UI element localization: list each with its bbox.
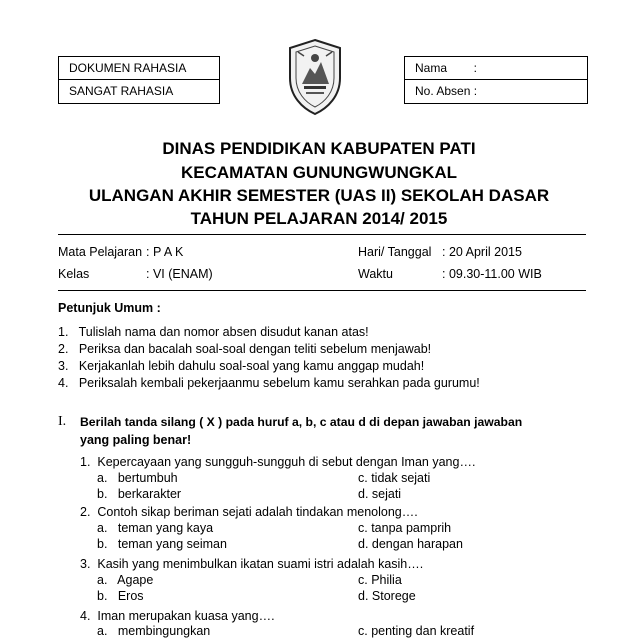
mapel-label: Mata Pelajaran: [58, 245, 143, 259]
question-1-option-b: b. berkarakter: [97, 487, 182, 501]
petunjuk-heading: Petunjuk Umum :: [58, 301, 161, 315]
question-3: 3. Kasih yang menimbulkan ikatan suami istri adalah kasih….: [80, 557, 424, 571]
left-header-box: [58, 56, 220, 104]
question-4-option-c: c. penting dan kreatif: [358, 624, 475, 638]
question-2: 2. Contoh sikap beriman sejati adalah tindakan menolong….: [80, 505, 418, 519]
question-3-option-a: a. Agape: [97, 573, 154, 587]
waktu-value: : 09.30-11.00 WIB: [442, 267, 542, 281]
title-line-3: ULANGAN AKHIR SEMESTER (UAS II) SEKOLAH DASAR: [88, 186, 550, 205]
hari-label: Hari/ Tanggal: [358, 245, 432, 259]
question-2-option-a: a. teman yang kaya: [97, 521, 214, 535]
question-1-option-c: c. tidak sejati: [358, 471, 431, 485]
no-absen-field-label: No. Absen :: [405, 79, 587, 102]
regency-emblem-icon: [284, 38, 346, 116]
section-instruction-line-2: yang paling benar!: [80, 433, 192, 447]
question-1-option-a: a. bertumbuh: [97, 471, 178, 485]
title-line-4: TAHUN PELAJARAN 2014/ 2015: [190, 209, 448, 228]
question-2-option-c: c. tanpa pamprih: [358, 521, 452, 535]
right-header-box: [404, 56, 588, 104]
divider-top: [58, 234, 586, 235]
question-3-option-c: c. Philia: [358, 573, 402, 587]
petunjuk-item: 1. Tulislah nama dan nomor absen disudut kanan atas!: [58, 325, 369, 339]
sangat-rahasia-label: SANGAT RAHASIA: [59, 79, 219, 102]
question-3-option-b: b. Eros: [97, 589, 144, 603]
divider-bottom: [58, 290, 586, 291]
petunjuk-item: 4. Periksalah kembali pekerjaanmu sebelum kamu serahkan pada gurumu!: [58, 376, 480, 390]
section-numeral: I.: [58, 414, 67, 429]
petunjuk-item: 3. Kerjakanlah lebih dahulu soal-soal yang kamu anggap mudah!: [58, 359, 425, 373]
question-1: 1. Kepercayaan yang sungguh-sungguh di sebut dengan Iman yang….: [80, 455, 476, 469]
question-3-option-d: d. Storege: [358, 589, 416, 603]
question-2-option-b: b. teman yang seiman: [97, 537, 227, 551]
kelas-value: : VI (ENAM): [146, 267, 213, 281]
petunjuk-item: 2. Periksa dan bacalah soal-soal dengan teliti sebelum menjawab!: [58, 342, 432, 356]
question-1-option-d: d. sejati: [358, 487, 402, 501]
question-4-option-a: a. membingungkan: [97, 624, 211, 638]
mapel-value: : P A K: [146, 245, 184, 259]
question-2-option-d: d. dengan harapan: [358, 537, 463, 551]
hari-value: : 20 April 2015: [442, 245, 522, 259]
nama-field-label: Nama :: [415, 61, 478, 75]
question-4: 4. Iman merupakan kuasa yang….: [80, 609, 275, 623]
section-instruction-line-1: Berilah tanda silang ( X ) pada huruf a, b, c atau d di depan jawaban jawaban: [80, 415, 523, 429]
waktu-label: Waktu: [358, 267, 393, 281]
kelas-label: Kelas: [58, 267, 90, 281]
title-line-1: DINAS PENDIDIKAN KABUPATEN PATI: [162, 139, 476, 158]
title-line-2: KECAMATAN GUNUNGWUNGKAL: [180, 163, 458, 182]
dokumen-rahasia-label: DOKUMEN RAHASIA: [69, 61, 187, 75]
